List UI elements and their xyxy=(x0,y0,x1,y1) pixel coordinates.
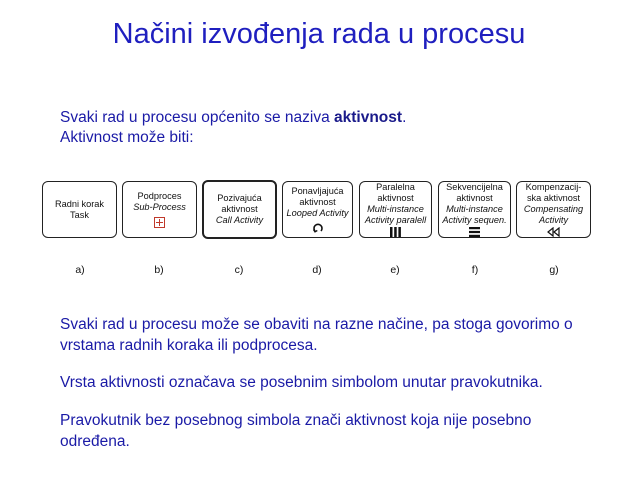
activity-compensation-name-b: ska aktivnost xyxy=(526,193,581,203)
activity-sequential-name-a: Sekvencijelna xyxy=(446,182,503,192)
intro-line-1 xyxy=(60,108,406,128)
activity-sequential-en-a: Multi-instance xyxy=(446,204,503,214)
compensation-icon xyxy=(547,227,560,237)
activity-compensation-box xyxy=(516,181,591,238)
activity-parallel-name-a: Paralelna xyxy=(376,182,415,192)
label-b: b) xyxy=(154,264,164,276)
activity-sequential-name-b: aktivnost xyxy=(456,193,493,203)
intro-suffix: . xyxy=(402,109,407,126)
activity-call-box xyxy=(202,180,277,239)
activity-compensation-name-a: Kompenzacij- xyxy=(525,182,582,192)
slide-title: Načini izvođenja rada u procesu xyxy=(112,18,526,50)
activity-call-en: Call Activity xyxy=(215,215,264,225)
intro-line-2: Aktivnost može biti: xyxy=(60,129,194,146)
label-g: g) xyxy=(549,264,559,276)
activity-parallel-en-b: Activity paralell xyxy=(364,215,427,225)
sequential-bars-icon xyxy=(469,227,480,237)
aktivnost-term: aktivnost xyxy=(334,109,403,126)
activity-looped-name-b: aktivnost xyxy=(299,196,336,207)
activity-parallel-en-a: Multi-instance xyxy=(367,204,424,214)
paragraph-ways: Svaki rad u procesu može se obaviti na razne načine, pa stoga govorimo o vrstama radnih koraka ili podprocesa. xyxy=(60,316,573,354)
label-e: e) xyxy=(390,264,400,276)
activity-task-name: Radni korak xyxy=(54,198,105,209)
activity-parallel-name-b: aktivnost xyxy=(377,193,414,203)
activity-subprocess-name: Podproces xyxy=(137,191,182,201)
activity-looped-name-a: Ponavljajuća xyxy=(291,185,344,196)
activity-looped-en: Looped Activity xyxy=(286,207,349,218)
label-d: d) xyxy=(312,264,322,276)
activity-task-box xyxy=(42,181,117,238)
label-f: f) xyxy=(471,264,479,276)
activity-call-name-a: Pozivajuća xyxy=(217,193,262,203)
activity-sequential-box xyxy=(438,181,511,238)
intro-text xyxy=(60,108,406,148)
activity-sequential-en-b: Activity sequen. xyxy=(442,215,507,225)
activity-call-name-b: aktivnost xyxy=(221,204,258,214)
activity-compensation-en-a: Compensating xyxy=(523,204,584,214)
label-c: c) xyxy=(234,264,244,276)
activity-parallel-box xyxy=(359,181,432,238)
activity-subprocess-box xyxy=(122,181,197,238)
paragraph-symbol: Vrsta aktivnosti označava se posebnim simbolom unutar pravokutnika. xyxy=(60,374,543,391)
activity-task-en: Task xyxy=(70,209,89,220)
activity-subprocess-en: Sub-Process xyxy=(133,202,186,212)
plus-box-icon xyxy=(154,216,165,228)
activity-looped-box xyxy=(282,181,353,238)
paragraph-no-symbol: Pravokutnik bez posebnog simbola znači aktivnost koja nije posebno određena. xyxy=(60,412,532,450)
intro-prefix: Svaki rad u procesu općenito se naziva xyxy=(60,109,334,126)
label-a: a) xyxy=(75,264,85,276)
parallel-bars-icon xyxy=(390,227,401,237)
activity-compensation-en-b: Activity xyxy=(538,215,569,225)
loop-icon xyxy=(312,222,324,234)
